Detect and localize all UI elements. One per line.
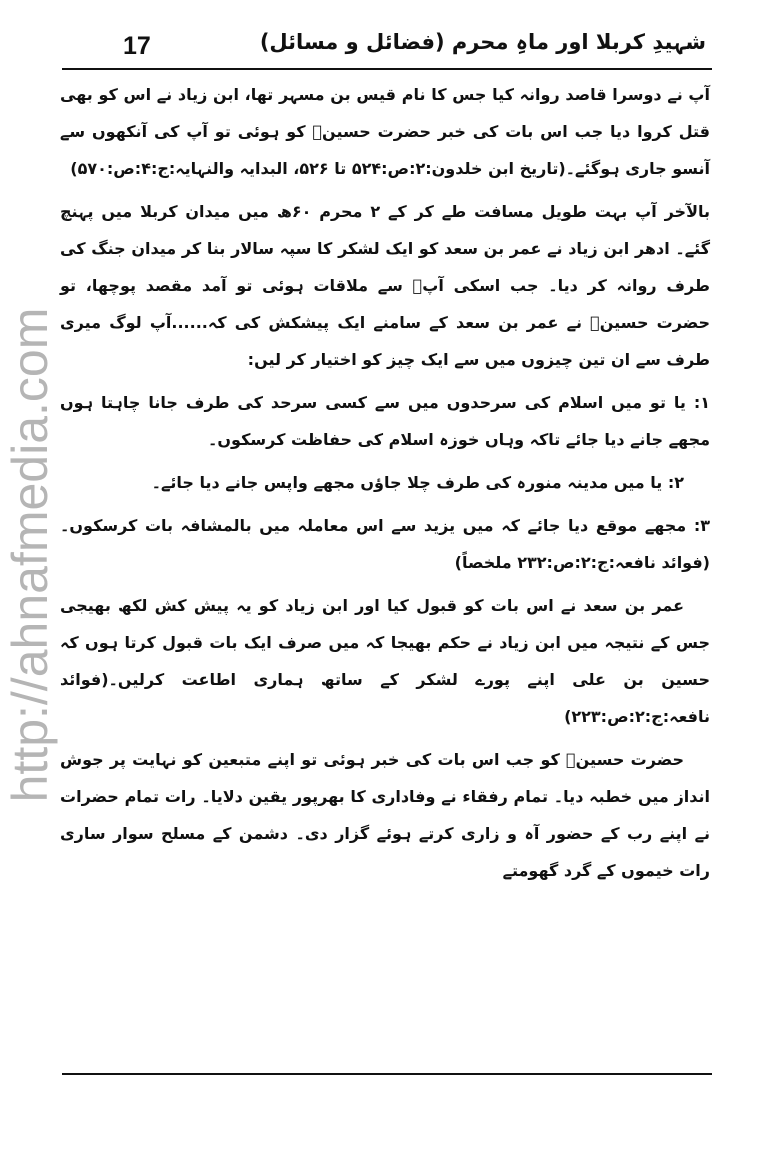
page-header (68, 28, 706, 68)
footer-divider (62, 1073, 712, 1075)
paragraph-option-three: ۳: مجھے موقع دیا جائے کہ میں یزید سے اس معاملہ میں بالمشافہ بات کرسکوں۔(فوائد نافعہ:ج:۲:ص:۲۳۲ ملخصاً) (60, 516, 710, 572)
paragraph-sermon: حضرت حسینؓ کو جب اس بات کی خبر ہوئی تو اپنے متبعین کو نہایت پر جوش انداز میں خطبہ دیا۔ تمام رفقاء نے وفاداری کا بھرپور یقین دلایا۔ رات تمام حضرات نے اپنے رب کے حضور آہ و زاری کرتے ہوئے گزار دی۔ دشمن کے مسلح سوار ساری رات خیموں کے گرد گھومتے (60, 750, 710, 880)
header-divider (62, 68, 712, 70)
watermark-text: http://ahnafmedia.com (2, 307, 58, 803)
page-number: 17 (123, 32, 151, 60)
paragraph-second-messenger: آپ نے دوسرا قاصد روانہ کیا جس کا نام قیس بن مسہر تھا، ابن زیاد نے اس کو بھی قتل کروا دیا جب اس بات کی خبر حضرت حسینؓ کو ہوئی تو آپ کی آنکھوں سے آنسو جاری ہوگئے۔(تاریخ ابن خلدون:۲:ص:۵۲۴ تا ۵۲۶، البدایہ والنہایہ:ج:۴:ص:۵۷۰) (60, 85, 710, 178)
paragraph-ibn-ziyad-reply: عمر بن سعد نے اس بات کو قبول کیا اور ابن زیاد کو یہ پیش کش لکھ بھیجی جس کے نتیجہ میں ابن زیاد نے حکم بھیجا کہ میں صرف ایک بات قبول کرتا ہوں کہ حسین بن علی اپنے پورے لشکر کے ساتھ ہماری اطاعت کرلیں۔(فوائد نافعہ:ج:۲:ص:۲۲۳) (60, 596, 710, 726)
running-title: شہیدِ کربلا اور ماہِ محرم (فضائل و مسائل) (259, 30, 706, 54)
paragraph-arrival-karbala: بالآخر آپ بہت طویل مسافت طے کر کے ۲ محرم ۶۰ھ میں میدان کربلا میں پہنچ گئے۔ ادھر ابن زیاد نے عمر بن سعد کو ایک لشکر کا سپہ سالار بنا کر میدان جنگ کی طرف روانہ کر دیا۔ جب اسکی آپؓ سے ملاقات ہوئی تو آمد مقصد پوچھا، تو حضرت حسینؓ نے عمر بن سعد کے سامنے ایک پیشکش کی کہ......آپ لوگ میری طرف سے ان تین چیزوں میں سے ایک چیز کو اختیار کر لیں: (60, 202, 711, 369)
paragraph-option-one: ۱: یا تو میں اسلام کی سرحدوں میں سے کسی سرحد کی طرف جانا چاہتا ہوں مجھے جانے دیا جائے تاکہ وہاں خوزہ اسلام کی حفاظت کرسکوں۔ (60, 393, 710, 449)
page-body (60, 76, 710, 895)
paragraph-option-two: ۲: یا میں مدینہ منورہ کی طرف چلا جاؤں مجھے واپس جانے دیا جائے۔ (151, 473, 684, 492)
